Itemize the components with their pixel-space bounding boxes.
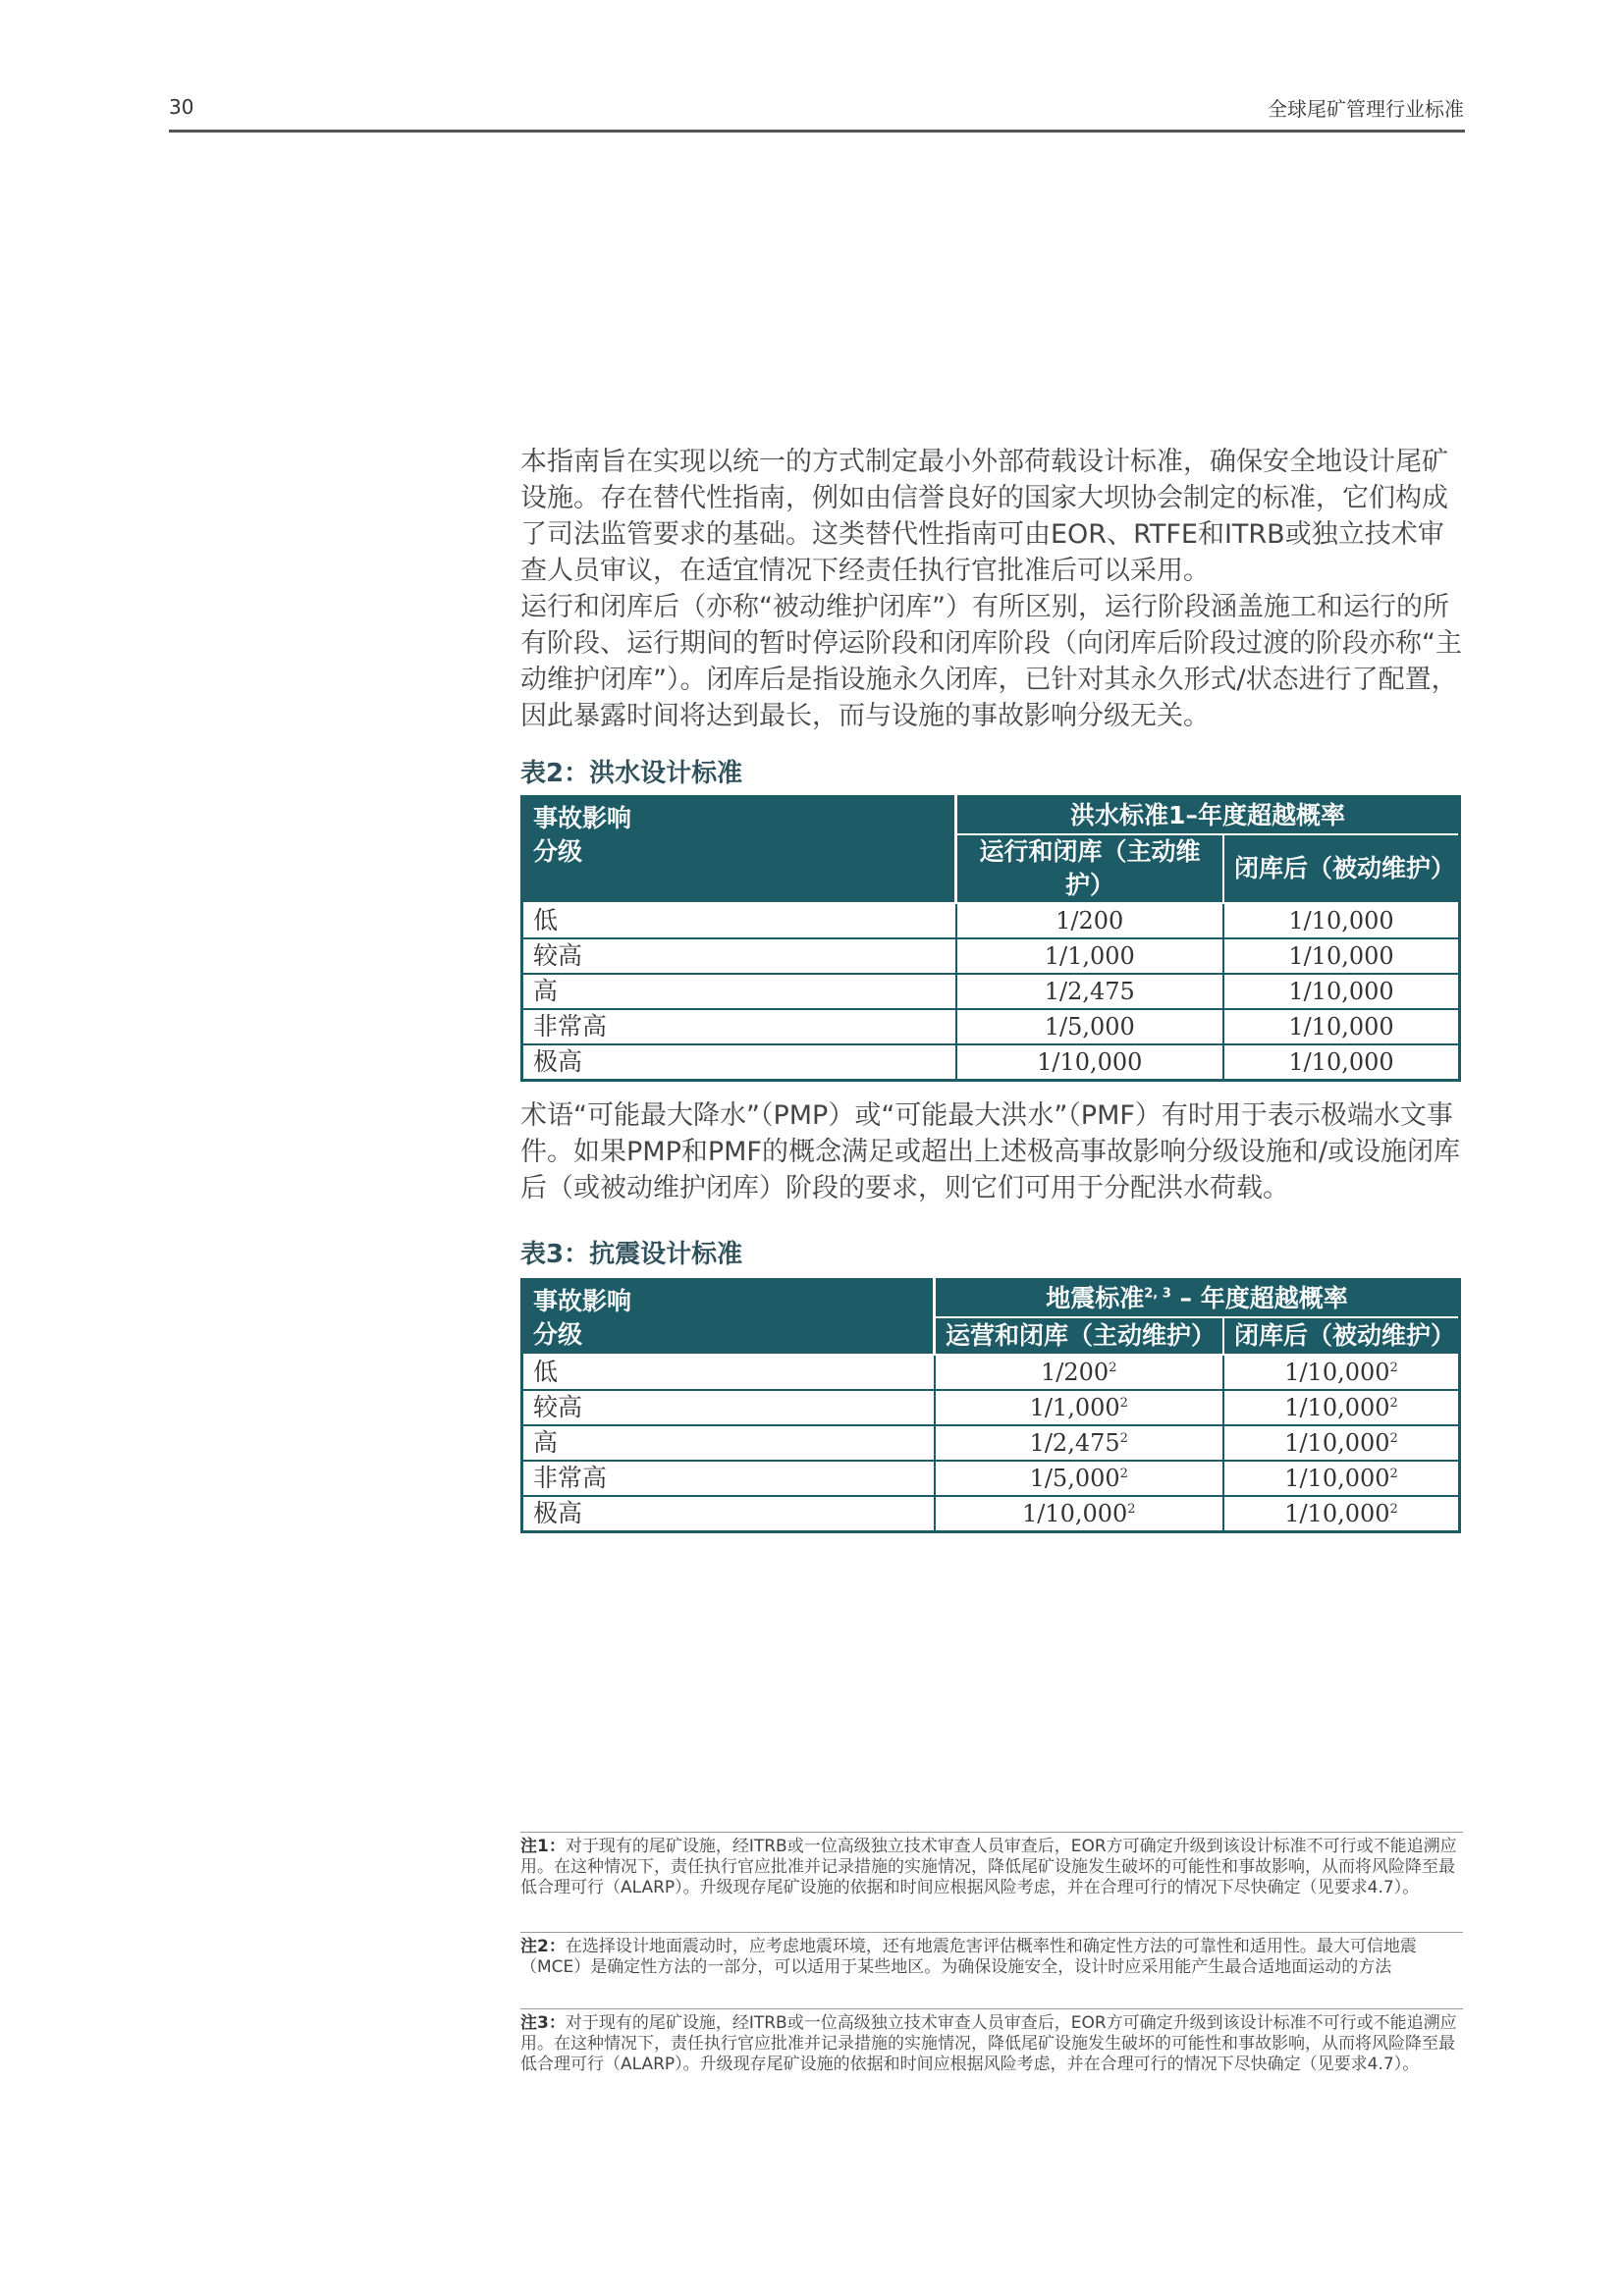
row-label: 低 — [522, 903, 956, 938]
cell-post-closure: 1/10,000 — [1223, 1009, 1460, 1044]
cell-value: 1/1,000 — [1029, 1394, 1120, 1421]
footnote-text: 对于现有的尾矿设施，经ITRB或一位高级独立技术审查人员审查后，EOR方可确定升级到该设计标准不可行或不能追溯应用。在这种情况下，责任执行官应批准并记录措施的实施情况，降低尾矿设施发生破坏的可能性和事故影响，从而将风险降至最低合理可行（ALARP）。升级现存尾矿设施的依据和时间应根据风险考虑，并在合理可行的情况下尽快确定（见要求4.7）。 — [520, 1837, 1457, 1897]
document-title: 全球尾矿管理行业标准 — [1268, 97, 1464, 121]
footnote-ref: 2 — [1119, 1431, 1128, 1446]
cell-value: 1/10,000 — [1284, 1359, 1390, 1386]
table-row — [522, 1390, 1460, 1425]
flood-design-table — [520, 795, 1461, 1082]
row-label: 较高 — [522, 1390, 935, 1425]
footnote-1 — [520, 1832, 1463, 1898]
footnote-ref: 2 — [1389, 1361, 1398, 1375]
row-label: 高 — [522, 974, 956, 1009]
table3-col-post-closure: 闭库后（被动维护） — [1223, 1317, 1460, 1355]
cell-value: 1/10,000 — [1021, 1500, 1128, 1527]
table2-group-header: 洪水标准1–年度超越概率 — [956, 797, 1460, 835]
footnote-2 — [520, 1932, 1463, 1978]
cell-value: 1/2,475 — [1029, 1429, 1120, 1457]
cell-operating: 1/1,000 — [956, 938, 1224, 974]
cell-operating: 1/200 — [956, 903, 1224, 938]
table-row — [522, 974, 1460, 1009]
cell-operating: 1/10,000 — [956, 1044, 1224, 1081]
cell-post-closure — [1223, 1355, 1460, 1390]
cell-operating: 1/2,475 — [956, 974, 1224, 1009]
cell-operating — [935, 1355, 1224, 1390]
page-number: 30 — [169, 95, 194, 119]
footnote-ref: 2, 3 — [1144, 1286, 1171, 1302]
table2-col-operating: 运行和闭库（主动维护） — [956, 834, 1224, 903]
footnote-label: 注2： — [520, 1937, 566, 1956]
table3-rowhead-line1: 事故影响 — [533, 1287, 632, 1315]
cell-value: 1/5,000 — [1029, 1465, 1120, 1492]
paragraph-pmp-pmf: 术语“可能最大降水”（PMP）或“可能最大洪水”（PMF）有时用于表示极端水文事件。如果PMP和PMF的概念满足或超出上述极高事故影响分级设施和/或设施闭库后（或被动维护闭库）阶段的要求，则它们可用于分配洪水荷载。 — [520, 1100, 1461, 1203]
footnote-label: 注1： — [520, 1837, 566, 1856]
cell-post-closure: 1/10,000 — [1223, 903, 1460, 938]
cell-value: 1/10,000 — [1284, 1500, 1390, 1527]
table2-rowhead — [522, 797, 956, 904]
row-label: 较高 — [522, 938, 956, 974]
footnote-ref: 2 — [1389, 1431, 1398, 1446]
cell-operating — [935, 1390, 1224, 1425]
cell-operating — [935, 1496, 1224, 1532]
table3-group-header — [935, 1280, 1460, 1318]
table-row — [522, 1496, 1460, 1532]
cell-value: 1/10,000 — [1284, 1429, 1390, 1457]
footnote-ref: 2 — [1389, 1467, 1398, 1481]
footnote-ref: 2 — [1109, 1361, 1117, 1375]
table3-title: 表3：抗震设计标准 — [520, 1240, 743, 1269]
pmp-text — [520, 1097, 1463, 1206]
row-label: 非常高 — [522, 1009, 956, 1044]
footnote-ref: 2 — [1127, 1502, 1136, 1517]
table-row — [522, 903, 1460, 938]
paragraph-closure-phases: 运行和闭库后（亦称“被动维护闭库”）有所区别，运行阶段涵盖施工和运行的所有阶段、运行期间的暂时停运阶段和闭库阶段（向闭库后阶段过渡的阶段亦称“主动维护闭库”）。闭库后是指设施永久闭库，已针对其永久形式/状态进行了配置，因此暴露时间将达到最长，而与设施的事故影响分级无关。 — [520, 592, 1462, 731]
cell-post-closure — [1223, 1425, 1460, 1461]
row-label: 非常高 — [522, 1461, 935, 1496]
cell-operating — [935, 1461, 1224, 1496]
intro-text — [520, 444, 1463, 734]
cell-post-closure — [1223, 1390, 1460, 1425]
table2-rowhead-line1: 事故影响 — [533, 804, 632, 832]
cell-value: 1/10,000 — [1284, 1465, 1390, 1492]
table-row — [522, 1044, 1460, 1081]
table3-group-header-text: 地震标准 — [1046, 1284, 1145, 1312]
table-row — [522, 1425, 1460, 1461]
table-row — [522, 1461, 1460, 1496]
paragraph-guidance: 本指南旨在实现以统一的方式制定最小外部荷载设计标准，确保安全地设计尾矿设施。存在替代性指南，例如由信誉良好的国家大坝协会制定的标准，它们构成了司法监管要求的基础。这类替代性指南可由EOR、RTFE和ITRB或独立技术审查人员审议，在适宜情况下经责任执行官批准后可以采用。 — [520, 447, 1448, 586]
cell-post-closure: 1/10,000 — [1223, 974, 1460, 1009]
table2-rowhead-line2: 分级 — [533, 837, 583, 866]
cell-value: 1/200 — [1041, 1359, 1110, 1386]
cell-post-closure: 1/10,000 — [1223, 1044, 1460, 1081]
row-label: 高 — [522, 1425, 935, 1461]
row-label: 低 — [522, 1355, 935, 1390]
table3-rowhead — [522, 1280, 935, 1356]
footnote-text: 对于现有的尾矿设施，经ITRB或一位高级独立技术审查人员审查后，EOR方可确定升级到该设计标准不可行或不能追溯应用。在这种情况下，责任执行官应批准并记录措施的实施情况，降低尾矿设施发生破坏的可能性和事故影响，从而将风险降至最低合理可行（ALARP）。升级现存尾矿设施的依据和时间应根据风险考虑，并在合理可行的情况下尽快确定（见要求4.7）。 — [520, 2013, 1457, 2074]
table2-col-post-closure: 闭库后（被动维护） — [1223, 834, 1460, 903]
table3-col-operating: 运营和闭库（主动维护） — [935, 1317, 1224, 1355]
table3-rowhead-line2: 分级 — [533, 1320, 583, 1349]
header-divider — [169, 130, 1465, 133]
footnote-3 — [520, 2008, 1463, 2075]
cell-operating — [935, 1425, 1224, 1461]
cell-value: 1/10,000 — [1284, 1394, 1390, 1421]
cell-post-closure: 1/10,000 — [1223, 938, 1460, 974]
cell-operating: 1/5,000 — [956, 1009, 1224, 1044]
footnote-ref: 2 — [1119, 1396, 1128, 1411]
table-row — [522, 1009, 1460, 1044]
seismic-design-table — [520, 1278, 1461, 1533]
table-row — [522, 938, 1460, 974]
footnote-label: 注3： — [520, 2013, 566, 2033]
table-row — [522, 1355, 1460, 1390]
table2-title: 表2：洪水设计标准 — [520, 759, 743, 788]
row-label: 极高 — [522, 1496, 935, 1532]
row-label: 极高 — [522, 1044, 956, 1081]
footnote-ref: 2 — [1119, 1467, 1128, 1481]
footnote-ref: 2 — [1389, 1396, 1398, 1411]
cell-post-closure — [1223, 1496, 1460, 1532]
footnote-text: 在选择设计地面震动时，应考虑地震环境，还有地震危害评估概率性和确定性方法的可靠性和适用性。最大可信地震（MCE）是确定性方法的一部分，可以适用于某些地区。为确保设施安全，设计时应采用能产生最合适地面运动的方法 — [520, 1937, 1417, 1977]
table3-group-header-suffix: – 年度超越概率 — [1170, 1284, 1348, 1312]
cell-post-closure — [1223, 1461, 1460, 1496]
footnote-ref: 2 — [1389, 1502, 1398, 1517]
